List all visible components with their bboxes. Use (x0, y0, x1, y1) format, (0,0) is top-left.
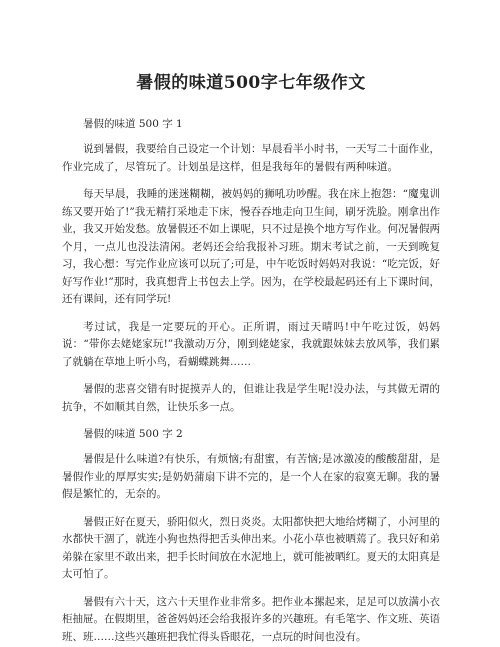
paragraph: 暑假是什么味道?有快乐，有烦恼;有甜蜜，有苦恼;是冰激凌的酸酸甜甜，是暑假作业的厚厚实实;是奶奶蒲扇下讲不完的，是一个人在家的寂寞无聊。我的暑假是繁忙的，无奈的。 (62, 453, 440, 500)
section-heading: 暑假的味道 500 字 1 (83, 118, 183, 130)
section-1 (62, 116, 440, 416)
document-title: 暑假的味道500字七年级作文 (136, 73, 366, 93)
paragraph: 暑假有六十天，这六十天里作业非常多。把作业本摞起来，足足可以放满小衣柜抽屉。在假期里，爸爸妈妈还会给我报许多的兴趣班。有毛笔字、作文班、英语班、班……这些兴趣班把我忙得头昏眼花，一点玩的时间也没有。 (62, 595, 440, 643)
section-2 (62, 426, 440, 646)
paragraph: 考过试，我是一定要玩的开心。正所谓，雨过天晴吗!中午吃过饭，妈妈说：“带你去姥姥家玩!”我激动万分，刚到姥姥家，我就跟妹妹去放风筝，我们累了就躺在草地上听小鸟，看蝴蝶跳舞…… (62, 320, 440, 368)
paragraph: 说到暑假，我要给自己设定一个计划：早晨看半小时书，一天写二十面作业，作业完成了，尽管玩了。计划虽是这样，但是我每年的暑假有两种味道。 (62, 143, 440, 173)
paragraph: 每天早晨，我睡的迷迷糊糊，被妈妈的狮吼功吵醒。我在床上抱怨：“魔鬼训练又要开始了!”我无精打采地走下床，慢吞吞地走向卫生间，刷牙洗脸。刚拿出作业，我又开始发愁。放暑假还不如上课呢，只不过是换个地方写作业。何况暑假两个月，一点儿也没法清闲。老妈还会给我报补习班。期末考试之前，一天到晚复习，我心想：写完作业应该可以玩了;可是，中午吃饭时妈妈对我说：“吃完饭，好好写作业!”那时，我真想背上书包去上学。因为，在学校最起码还有上下课时间，还有课间，还有同学玩! (62, 188, 440, 305)
paragraph: 暑假正好在夏天，骄阳似火，烈日炎炎。太阳都快把大地给烤糊了，小河里的水都快干涸了，就连小狗也热得把舌头伸出来。小花小草也被晒蔫了。我只好和弟弟躲在家里不敢出来，把手长时间放在水泥地上，就可能被晒红。夏天的太阳真是太可怕了。 (62, 515, 440, 580)
paragraph: 暑假的悲喜交错有时捉摸弄人的，但谁让我是学生呢!没办法，与其做无谓的抗争，不如顺其自然，让快乐多一点。 (62, 383, 440, 413)
section-heading: 暑假的味道 500 字 2 (83, 428, 183, 440)
